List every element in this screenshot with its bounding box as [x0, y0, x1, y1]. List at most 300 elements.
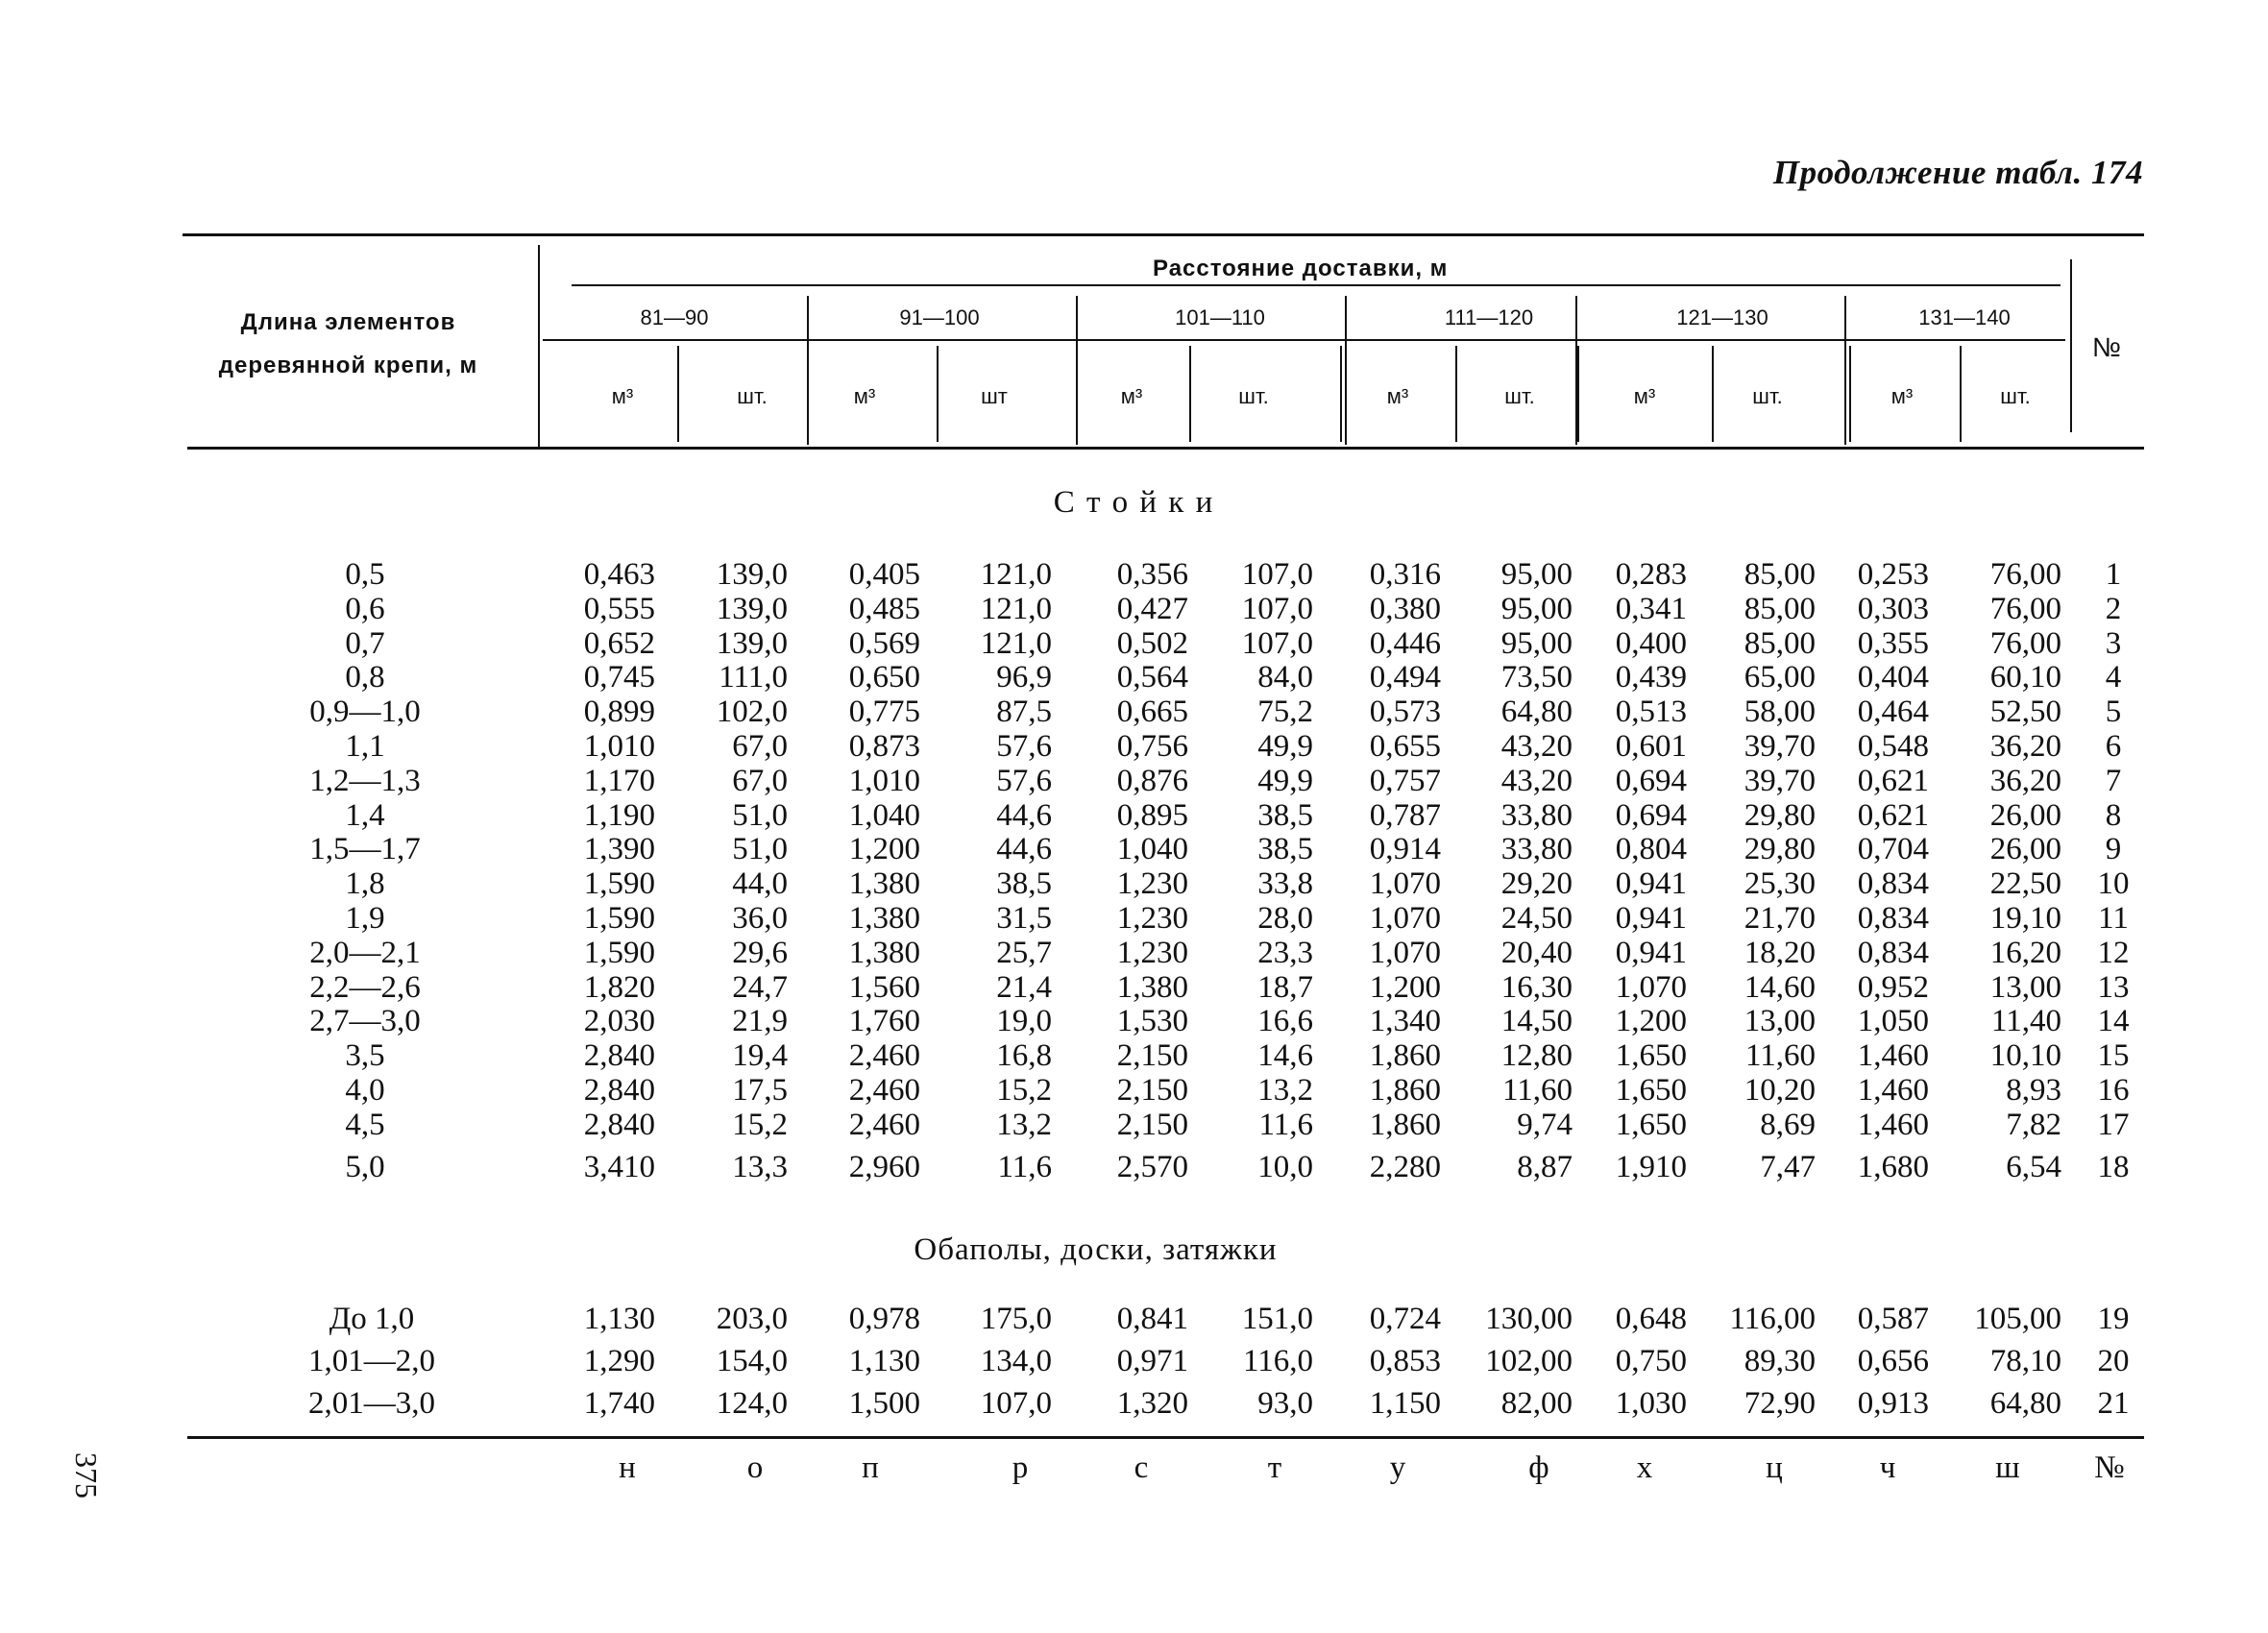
cell-pcs: 154,0	[716, 1344, 788, 1378]
cell-pcs: 8,93	[2006, 1073, 2061, 1108]
cell-pcs: 82,00	[1500, 1386, 1573, 1421]
cell-m3: 2,150	[1116, 1038, 1188, 1074]
cell-m3: 0,914	[1369, 832, 1441, 867]
cell-pcs: 10,0	[1257, 1149, 1313, 1184]
cell-pcs: 121,0	[980, 591, 1052, 626]
row-length: 1,4	[345, 797, 385, 833]
cell-m3: 1,910	[1615, 1149, 1687, 1184]
cell-pcs: 175,0	[980, 1302, 1052, 1336]
cell-m3: 0,427	[1116, 591, 1188, 626]
row-number: 6	[2105, 729, 2122, 764]
cell-pcs: 19,4	[732, 1038, 788, 1074]
cell-m3: 1,230	[1116, 901, 1188, 936]
cell-m3: 2,280	[1369, 1149, 1441, 1184]
cell-pcs: 12,80	[1500, 1038, 1573, 1074]
cell-m3: 1,190	[583, 797, 655, 833]
table-row	[0, 798, 2268, 833]
row-number: 3	[2105, 625, 2122, 661]
cell-pcs: 6,54	[2006, 1149, 2061, 1184]
cell-pcs: 7,82	[2006, 1107, 2061, 1142]
cell-pcs: 15,2	[732, 1107, 788, 1142]
cell-pcs: 151,0	[1241, 1302, 1313, 1336]
cell-pcs: 102,0	[716, 695, 788, 730]
cell-pcs: 87,5	[996, 695, 1052, 730]
cell-m3: 0,555	[583, 591, 655, 626]
cell-m3: 2,840	[583, 1038, 655, 1074]
row-length: 4,5	[345, 1107, 385, 1142]
row-number: 7	[2105, 763, 2122, 798]
cell-m3: 0,913	[1857, 1386, 1929, 1421]
cell-m3: 0,513	[1615, 695, 1687, 730]
no-col-divider	[2070, 259, 2072, 432]
cell-pcs: 85,00	[1744, 625, 1816, 661]
cell-m3: 0,356	[1116, 557, 1188, 592]
cell-m3: 0,775	[848, 695, 920, 730]
table-row	[0, 1073, 2268, 1108]
cell-pcs: 36,0	[732, 901, 788, 936]
cell-m3: 1,290	[583, 1344, 655, 1378]
cell-m3: 0,873	[848, 729, 920, 764]
table-caption: Продолжение табл. 174	[1772, 154, 2143, 191]
length-header-line-2: деревянной крепи, м	[218, 353, 478, 378]
unit-divider-4	[1189, 346, 1191, 442]
cell-m3: 2,150	[1116, 1107, 1188, 1142]
cell-m3: 0,899	[583, 695, 655, 730]
range-header-2: 91—100	[899, 305, 980, 329]
unit-header-10: шт.	[1752, 384, 1783, 408]
cell-m3: 0,405	[848, 557, 920, 592]
cell-m3: 2,570	[1116, 1149, 1188, 1184]
cell-m3: 0,463	[583, 557, 655, 592]
cell-m3: 1,740	[583, 1386, 655, 1421]
cell-pcs: 36,20	[1989, 763, 2061, 798]
row-number: 10	[2097, 866, 2130, 902]
cell-m3: 0,745	[583, 660, 655, 695]
cell-m3: 1,130	[583, 1302, 655, 1336]
row-length: 4,0	[345, 1073, 385, 1108]
table-row	[0, 695, 2268, 729]
cell-m3: 3,410	[583, 1149, 655, 1184]
cell-pcs: 13,2	[996, 1107, 1052, 1142]
cell-pcs: 16,30	[1500, 969, 1573, 1005]
cell-m3: 0,494	[1369, 660, 1441, 695]
cell-m3: 0,621	[1857, 797, 1929, 833]
cell-m3: 0,834	[1857, 901, 1929, 936]
legend-letter-9: х	[1636, 1450, 1653, 1485]
range-header-6: 131—140	[1918, 305, 2011, 329]
table-row	[0, 660, 2268, 695]
cell-m3: 0,834	[1857, 935, 1929, 970]
cell-pcs: 51,0	[732, 832, 788, 867]
cell-m3: 1,340	[1369, 1004, 1441, 1039]
cell-m3: 0,694	[1615, 763, 1687, 798]
cell-m3: 2,460	[848, 1038, 920, 1074]
cell-m3: 1,760	[848, 1004, 920, 1039]
row-number: 8	[2105, 797, 2122, 833]
range-divider-3	[1345, 296, 1347, 445]
legend-letter-6: т	[1267, 1450, 1282, 1485]
cell-m3: 1,560	[848, 969, 920, 1005]
unit-header-11: м³	[1890, 384, 1914, 408]
cell-pcs: 39,70	[1744, 763, 1816, 798]
cell-pcs: 38,5	[1257, 797, 1313, 833]
cell-m3: 0,804	[1615, 832, 1687, 867]
cell-pcs: 57,6	[996, 729, 1052, 764]
table-row	[0, 592, 2268, 626]
unit-divider-7	[1577, 346, 1579, 442]
cell-pcs: 124,0	[716, 1386, 788, 1421]
unit-divider-10	[1960, 346, 1962, 442]
cell-m3: 1,380	[848, 935, 920, 970]
row-length: 2,2—2,6	[309, 969, 421, 1005]
table-row	[0, 764, 2268, 798]
cell-pcs: 29,80	[1744, 797, 1816, 833]
top-rule	[183, 233, 2144, 236]
cell-pcs: 11,60	[1501, 1073, 1573, 1108]
cell-m3: 0,952	[1857, 969, 1929, 1005]
cell-m3: 0,876	[1116, 763, 1188, 798]
cell-m3: 1,030	[1615, 1386, 1687, 1421]
cell-pcs: 25,30	[1744, 866, 1816, 902]
legend-letter-2: о	[746, 1450, 764, 1485]
cell-m3: 1,860	[1369, 1107, 1441, 1142]
table-row	[0, 626, 2268, 661]
cell-pcs: 11,60	[1744, 1038, 1816, 1074]
row-length: 2,0—2,1	[309, 935, 421, 970]
cell-m3: 0,548	[1857, 729, 1929, 764]
table-row	[0, 557, 2268, 592]
cell-pcs: 116,0	[1242, 1344, 1313, 1378]
cell-pcs: 51,0	[732, 797, 788, 833]
row-number: 17	[2097, 1107, 2130, 1142]
cell-m3: 0,978	[848, 1302, 920, 1336]
cell-pcs: 24,7	[732, 969, 788, 1005]
cell-m3: 1,200	[1615, 1004, 1687, 1039]
cell-m3: 0,341	[1615, 591, 1687, 626]
distance-header: Расстояние доставки, м	[1153, 256, 1449, 281]
cell-pcs: 11,40	[1990, 1004, 2061, 1039]
unit-divider-5	[1340, 346, 1342, 442]
row-number: 20	[2097, 1344, 2130, 1378]
range-header-3: 101—110	[1175, 305, 1265, 329]
cell-pcs: 18,20	[1744, 935, 1816, 970]
no-header: №	[2092, 332, 2123, 362]
cell-m3: 0,400	[1615, 625, 1687, 661]
section-title-2: Обаполы, доски, затяжки	[914, 1232, 1278, 1267]
cell-pcs: 76,00	[1989, 625, 2061, 661]
cell-m3: 1,650	[1615, 1107, 1687, 1142]
cell-m3: 1,390	[583, 832, 655, 867]
cell-m3: 1,380	[848, 901, 920, 936]
cell-m3: 0,941	[1615, 901, 1687, 936]
cell-pcs: 49,9	[1257, 729, 1313, 764]
cell-m3: 1,530	[1116, 1004, 1188, 1039]
row-length: 0,6	[345, 591, 385, 626]
row-length: 1,2—1,3	[309, 763, 421, 798]
cell-pcs: 13,3	[732, 1149, 788, 1184]
row-length: 1,01—2,0	[308, 1344, 435, 1378]
cell-pcs: 13,00	[1989, 969, 2061, 1005]
cell-m3: 1,230	[1116, 866, 1188, 902]
row-length: 1,8	[345, 866, 385, 902]
cell-m3: 1,050	[1857, 1004, 1929, 1039]
row-length: 0,8	[345, 660, 385, 695]
row-number: 9	[2105, 832, 2122, 867]
range-divider-1	[807, 296, 809, 445]
cell-pcs: 39,70	[1744, 729, 1816, 764]
cell-m3: 1,150	[1369, 1386, 1441, 1421]
cell-pcs: 95,00	[1500, 591, 1573, 626]
cell-pcs: 10,10	[1989, 1038, 2061, 1074]
cell-pcs: 72,90	[1744, 1386, 1816, 1421]
bottom-rule	[187, 1436, 2144, 1439]
row-number: 4	[2105, 660, 2122, 695]
cell-pcs: 78,10	[1989, 1344, 2061, 1378]
cell-pcs: 8,69	[1760, 1107, 1816, 1142]
cell-m3: 0,724	[1369, 1302, 1441, 1336]
cell-m3: 1,460	[1857, 1073, 1929, 1108]
cell-m3: 1,590	[583, 866, 655, 902]
cell-pcs: 26,00	[1989, 797, 2061, 833]
cell-m3: 0,941	[1615, 866, 1687, 902]
table-row	[0, 1150, 2268, 1184]
unit-header-7: м³	[1386, 384, 1409, 408]
cell-pcs: 95,00	[1500, 625, 1573, 661]
cell-pcs: 24,50	[1500, 901, 1573, 936]
cell-m3: 1,650	[1615, 1038, 1687, 1074]
legend-letter-7: у	[1389, 1450, 1406, 1485]
cell-pcs: 21,70	[1744, 901, 1816, 936]
row-number: 14	[2097, 1004, 2130, 1039]
cell-m3: 1,070	[1369, 866, 1441, 902]
cell-pcs: 19,0	[996, 1004, 1052, 1039]
cell-pcs: 65,00	[1744, 660, 1816, 695]
cell-pcs: 13,2	[1257, 1073, 1313, 1108]
cell-pcs: 13,00	[1744, 1004, 1816, 1039]
cell-m3: 0,694	[1615, 797, 1687, 833]
cell-m3: 0,253	[1857, 557, 1929, 592]
cell-m3: 0,621	[1857, 763, 1929, 798]
cell-pcs: 85,00	[1744, 591, 1816, 626]
cell-pcs: 22,50	[1989, 866, 2061, 902]
cell-pcs: 18,7	[1257, 969, 1313, 1005]
row-length: 1,9	[345, 901, 385, 936]
cell-m3: 1,170	[583, 763, 655, 798]
cell-m3: 1,010	[848, 763, 920, 798]
cell-pcs: 33,80	[1500, 797, 1573, 833]
cell-m3: 0,316	[1369, 557, 1441, 592]
legend-letter-13: №	[2094, 1450, 2125, 1485]
cell-pcs: 89,30	[1744, 1344, 1816, 1378]
row-length: 1,5—1,7	[309, 832, 421, 867]
cell-pcs: 29,80	[1744, 832, 1816, 867]
row-number: 15	[2097, 1038, 2130, 1074]
row-number: 12	[2097, 935, 2130, 970]
cell-m3: 1,460	[1857, 1107, 1929, 1142]
row-length: До 1,0	[329, 1302, 415, 1336]
unit-header-1: м³	[611, 384, 634, 408]
cell-m3: 1,070	[1615, 969, 1687, 1005]
cell-m3: 0,895	[1116, 797, 1188, 833]
row-number: 16	[2097, 1073, 2130, 1108]
cell-pcs: 73,50	[1500, 660, 1573, 695]
cell-m3: 1,680	[1857, 1149, 1929, 1184]
legend-letter-11: ч	[1879, 1450, 1896, 1485]
cell-pcs: 29,6	[732, 935, 788, 970]
unit-divider-9	[1849, 346, 1851, 442]
table-row	[0, 936, 2268, 970]
cell-m3: 0,841	[1116, 1302, 1188, 1336]
cell-pcs: 11,6	[997, 1149, 1052, 1184]
cell-m3: 0,757	[1369, 763, 1441, 798]
cell-pcs: 20,40	[1500, 935, 1573, 970]
cell-m3: 0,464	[1857, 695, 1929, 730]
cell-m3: 1,500	[848, 1386, 920, 1421]
cell-m3: 0,283	[1615, 557, 1687, 592]
cell-pcs: 107,0	[980, 1386, 1052, 1421]
cell-m3: 0,853	[1369, 1344, 1441, 1378]
cell-m3: 2,460	[848, 1107, 920, 1142]
cell-pcs: 95,00	[1500, 557, 1573, 592]
cell-m3: 1,130	[848, 1344, 920, 1378]
legend-letter-8: ф	[1528, 1450, 1549, 1485]
unit-header-5: м³	[1120, 384, 1143, 408]
unit-divider-1	[677, 346, 679, 442]
unit-header-6: шт.	[1238, 384, 1269, 408]
row-number: 18	[2097, 1149, 2130, 1184]
table-row	[0, 1386, 2268, 1421]
cell-m3: 1,070	[1369, 935, 1441, 970]
unit-header-12: шт.	[2000, 384, 2031, 408]
row-length: 0,9—1,0	[309, 695, 421, 730]
table-row	[0, 832, 2268, 866]
cell-m3: 0,573	[1369, 695, 1441, 730]
cell-pcs: 121,0	[980, 625, 1052, 661]
cell-pcs: 11,6	[1258, 1107, 1313, 1142]
table-row	[0, 1108, 2268, 1142]
cell-pcs: 33,8	[1257, 866, 1313, 902]
cell-m3: 1,040	[848, 797, 920, 833]
section-title-1: С т о й к и	[1053, 485, 1215, 520]
cell-pcs: 67,0	[732, 763, 788, 798]
cell-pcs: 23,3	[1257, 935, 1313, 970]
cell-pcs: 14,50	[1500, 1004, 1573, 1039]
cell-pcs: 8,87	[1517, 1149, 1573, 1184]
range-header-1: 81—90	[640, 305, 709, 329]
cell-m3: 2,840	[583, 1107, 655, 1142]
cell-m3: 0,655	[1369, 729, 1441, 764]
cell-m3: 1,860	[1369, 1073, 1441, 1108]
cell-pcs: 57,6	[996, 763, 1052, 798]
cell-pcs: 16,8	[996, 1038, 1052, 1074]
row-length: 2,7—3,0	[309, 1004, 421, 1039]
row-number: 5	[2105, 695, 2122, 730]
unit-header-2: шт.	[737, 384, 768, 408]
cell-pcs: 111,0	[719, 660, 788, 695]
cell-m3: 2,150	[1116, 1073, 1188, 1108]
cell-pcs: 84,0	[1257, 660, 1313, 695]
cell-pcs: 28,0	[1257, 901, 1313, 936]
cell-pcs: 17,5	[732, 1073, 788, 1108]
cell-m3: 2,460	[848, 1073, 920, 1108]
cell-m3: 0,587	[1857, 1302, 1929, 1336]
cell-m3: 0,648	[1615, 1302, 1687, 1336]
cell-pcs: 102,00	[1485, 1344, 1573, 1378]
cell-pcs: 75,2	[1257, 695, 1313, 730]
cell-m3: 0,756	[1116, 729, 1188, 764]
unit-header-9: м³	[1633, 384, 1656, 408]
cell-m3: 0,380	[1369, 591, 1441, 626]
cell-pcs: 60,10	[1989, 660, 2061, 695]
cell-pcs: 44,6	[996, 832, 1052, 867]
cell-m3: 0,355	[1857, 625, 1929, 661]
table-row	[0, 1004, 2268, 1038]
cell-pcs: 14,6	[1257, 1038, 1313, 1074]
row-length: 5,0	[345, 1149, 385, 1184]
cell-pcs: 64,80	[1989, 1386, 2061, 1421]
cell-pcs: 19,10	[1989, 901, 2061, 936]
row-length: 0,7	[345, 625, 385, 661]
cell-pcs: 85,00	[1744, 557, 1816, 592]
cell-m3: 1,320	[1116, 1386, 1188, 1421]
cell-m3: 0,652	[583, 625, 655, 661]
cell-pcs: 67,0	[732, 729, 788, 764]
cell-m3: 0,564	[1116, 660, 1188, 695]
row-length: 3,5	[345, 1038, 385, 1074]
cell-m3: 0,502	[1116, 625, 1188, 661]
cell-pcs: 16,20	[1989, 935, 2061, 970]
cell-m3: 1,590	[583, 935, 655, 970]
cell-pcs: 116,00	[1729, 1302, 1816, 1336]
length-header-line-1: Длина элементов	[240, 309, 456, 335]
cell-pcs: 44,6	[996, 797, 1052, 833]
table-row	[0, 729, 2268, 764]
cell-pcs: 21,4	[996, 969, 1052, 1005]
cell-pcs: 203,0	[716, 1302, 788, 1336]
row-number: 11	[2098, 901, 2129, 936]
cell-pcs: 21,9	[732, 1004, 788, 1039]
cell-pcs: 38,5	[996, 866, 1052, 902]
legend-letter-3: п	[862, 1450, 879, 1485]
unit-divider-2	[937, 346, 939, 442]
legend-letter-5: с	[1134, 1450, 1149, 1485]
cell-m3: 1,860	[1369, 1038, 1441, 1074]
cell-m3: 0,704	[1857, 832, 1929, 867]
cell-m3: 1,820	[583, 969, 655, 1005]
unit-header-3: м³	[853, 384, 876, 408]
cell-pcs: 76,00	[1989, 557, 2061, 592]
table-row	[0, 1302, 2268, 1336]
cell-m3: 0,569	[848, 625, 920, 661]
cell-pcs: 31,5	[996, 901, 1052, 936]
cell-m3: 1,380	[1116, 969, 1188, 1005]
cell-pcs: 38,5	[1257, 832, 1313, 867]
cell-m3: 0,656	[1857, 1344, 1929, 1378]
cell-m3: 0,404	[1857, 660, 1929, 695]
cell-m3: 2,840	[583, 1073, 655, 1108]
unit-header-8: шт.	[1504, 384, 1535, 408]
cell-pcs: 52,50	[1989, 695, 2061, 730]
range-header-5: 121—130	[1676, 305, 1768, 329]
cell-m3: 0,941	[1615, 935, 1687, 970]
cell-pcs: 7,47	[1760, 1149, 1816, 1184]
cell-pcs: 121,0	[980, 557, 1052, 592]
table-row	[0, 1038, 2268, 1073]
table-row	[0, 970, 2268, 1005]
cell-pcs: 9,74	[1517, 1107, 1573, 1142]
row-length: 1,1	[345, 729, 385, 764]
cell-m3: 1,040	[1116, 832, 1188, 867]
